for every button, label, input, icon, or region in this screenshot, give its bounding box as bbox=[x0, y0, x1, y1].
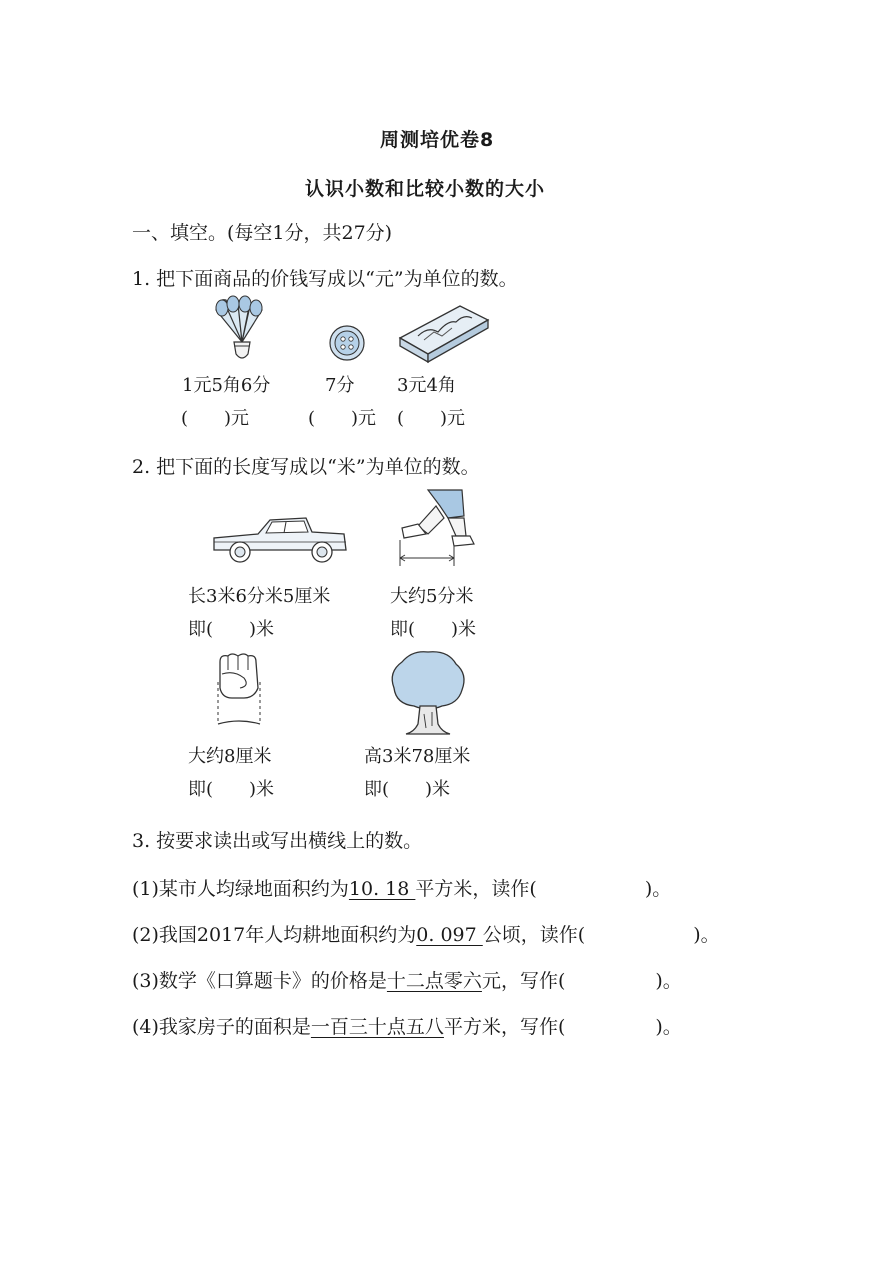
page-title: 周测培优卷8 bbox=[380, 129, 495, 151]
q3-item-4-suffix: 平方米，写作( bbox=[443, 1016, 566, 1038]
q3-item-3-end: )。 bbox=[655, 970, 682, 992]
q3-item-2-suffix: 公顷，读作( bbox=[482, 924, 586, 946]
q1-prompt: 1. 把下面商品的价钱写成以“元”为单位的数。 bbox=[132, 268, 518, 290]
button-icon bbox=[329, 325, 365, 361]
fist-icon bbox=[214, 652, 266, 730]
q1-price-2: 7分 bbox=[325, 375, 355, 396]
q3-item-3-text: (3)数学《口算题卡》的价格是 bbox=[132, 970, 387, 992]
pencil-case-icon bbox=[398, 302, 490, 364]
q2-prompt: 2. 把下面的长度写成以“米”为单位的数。 bbox=[132, 456, 480, 478]
q3-item-3-suffix: 元，写作( bbox=[481, 970, 566, 992]
q3-item-4-text: (4)我家房子的面积是 bbox=[132, 1016, 311, 1038]
q3-item-3 bbox=[132, 966, 682, 993]
q3-item-1 bbox=[132, 874, 671, 901]
q1-price-1: 1元5角6分 bbox=[182, 375, 271, 396]
pickup-truck-icon bbox=[210, 512, 350, 566]
q3-item-4-end: )。 bbox=[655, 1016, 682, 1038]
section-heading: 一、填空。(每空1分，共27分) bbox=[132, 222, 393, 244]
q2-length-4: 高3米78厘米 bbox=[364, 746, 471, 767]
q3-item-4 bbox=[132, 1012, 682, 1039]
q2-answer-blank-3[interactable]: 即( )米 bbox=[188, 779, 275, 800]
q2-answer-blank-4[interactable]: 即( )米 bbox=[364, 779, 451, 800]
q2-answer-blank-1[interactable]: 即( )米 bbox=[188, 619, 275, 640]
q3-item-2-number: 0. 097 bbox=[416, 924, 483, 946]
q3-item-2 bbox=[132, 920, 720, 947]
q3-item-3-number: 十二点零六 bbox=[386, 970, 482, 992]
q3-item-2-end: )。 bbox=[693, 924, 720, 946]
q3-item-1-number: 10. 18 bbox=[348, 878, 416, 900]
q2-length-2: 大约5分米 bbox=[390, 586, 474, 607]
q3-item-1-suffix: 平方米，读作( bbox=[415, 878, 537, 900]
q3-prompt: 3. 按要求读出或写出横线上的数。 bbox=[132, 830, 423, 852]
q1-answer-blank-3[interactable]: ( )元 bbox=[397, 408, 466, 429]
q2-length-3: 大约8厘米 bbox=[188, 746, 272, 767]
q2-answer-blank-2[interactable]: 即( )米 bbox=[390, 619, 477, 640]
q3-item-1-end: )。 bbox=[644, 878, 672, 900]
tree-icon bbox=[388, 648, 468, 736]
q1-answer-blank-1[interactable]: ( )元 bbox=[181, 408, 250, 429]
page-subtitle: 认识小数和比较小数的大小 bbox=[305, 178, 546, 200]
stride-leg-icon bbox=[392, 488, 484, 568]
q3-item-4-number: 一百三十点五八 bbox=[310, 1016, 444, 1038]
q2-length-1: 长3米6分米5厘米 bbox=[188, 586, 331, 607]
q1-price-3: 3元4角 bbox=[397, 375, 456, 396]
q1-answer-blank-2[interactable]: ( )元 bbox=[308, 408, 377, 429]
q3-item-1-text: (1)某市人均绿地面积约为 bbox=[132, 878, 349, 900]
shuttlecock-icon bbox=[212, 296, 268, 366]
q3-item-2-text: (2)我国2017年人均耕地面积约为 bbox=[132, 924, 417, 946]
